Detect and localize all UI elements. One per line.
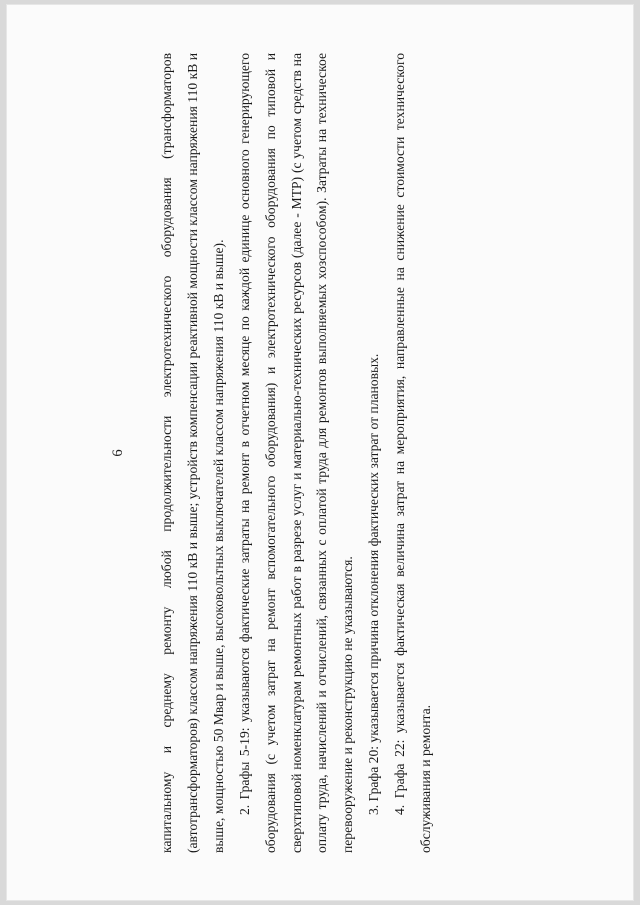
rotated-text-block — [110, 53, 530, 853]
paragraph-continuation: капитальному и среднему ремонту любой продолжительности электротехнического оборудования (трансформаторов (автотрансформаторов) классом напряжения 110 кВ и выше; устройств компенсации реактивной мощности классом напряжения 110 кВ и выше, мощностью 50 Мвар и выше, высоковольтных выключателей классом напряжения 110 кВ и выше). — [159, 52, 226, 853]
paragraph-item-3: 3. Графа 20: указывается причина отклонения фактических затрат от плановых. — [366, 353, 382, 815]
document-page — [6, 4, 634, 901]
body-text — [154, 53, 439, 853]
page-number: 6 — [110, 448, 126, 457]
paragraph-item-2: 2. Графы 5-19: указываются фактические затраты на ремонт в отчетном месяце по каждой единице основного генерирующего оборудования (с учетом затрат на ремонт вспомогательного оборудования) и электротехнического оборудования по типовой и сверхтиповой номенклатурам ремонтных работ в разрезе услуг и материально-технических ресурсов (далее - МТР) (с учетом средств на оплату труда, начислений и отчислений, связанных с оплатой труда для ремонтов выполняемых хозспособом). Затраты на техническое перевооружение и реконструкцию не указываются. — [236, 52, 356, 853]
paragraph-item-4: 4. Графа 22: указывается фактическая величина затрат на мероприятия, направленные на снижение стоимости технического обслуживания и ремонта. — [392, 52, 434, 853]
